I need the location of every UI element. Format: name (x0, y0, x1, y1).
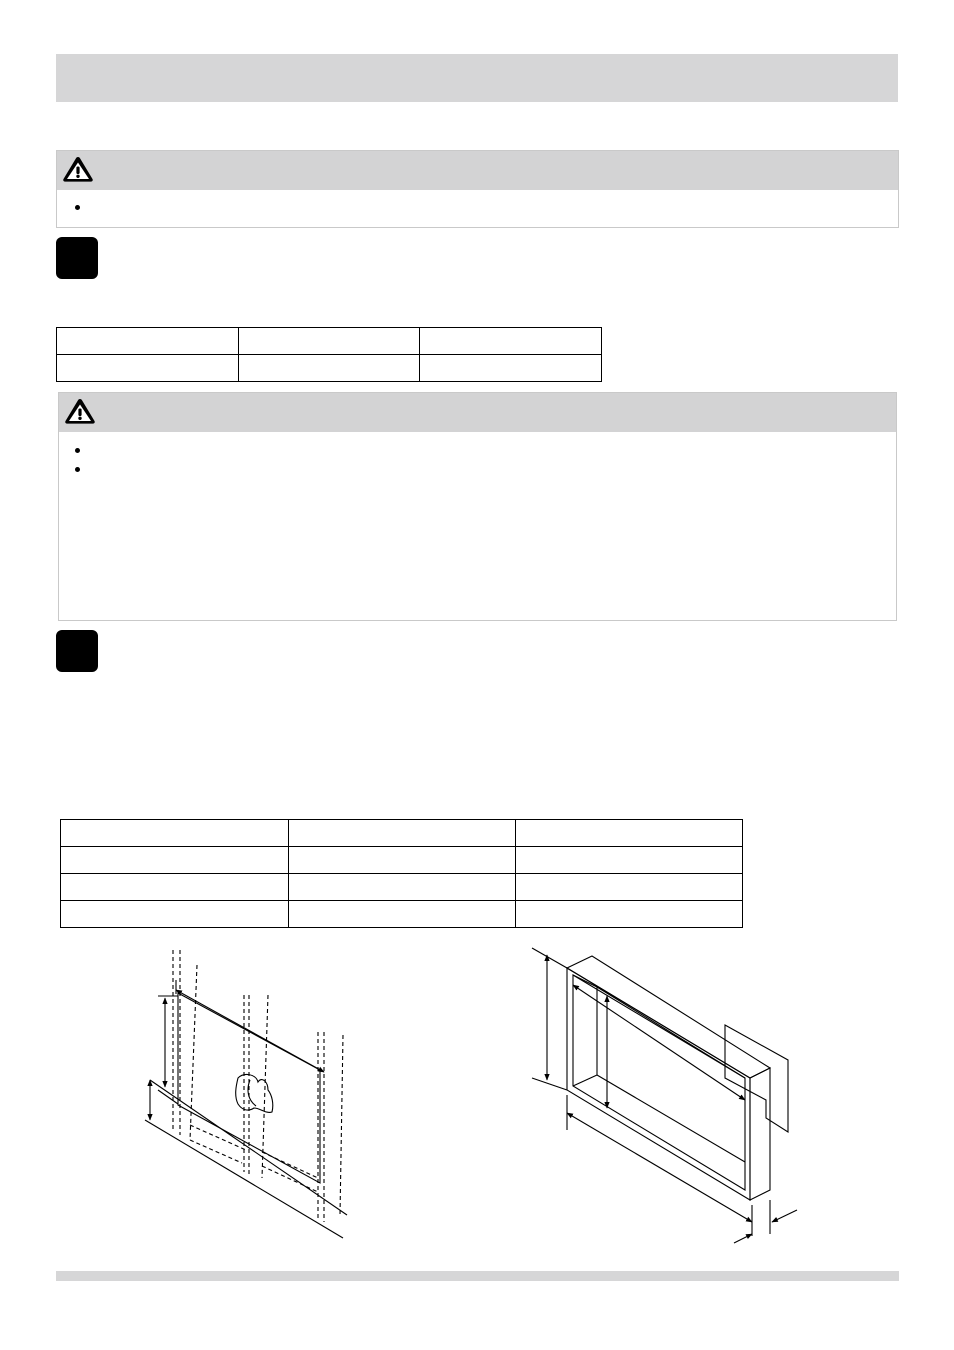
wall-sleeve-diagram (532, 948, 797, 1243)
wall-opening-diagram (145, 950, 347, 1238)
page-footer-bar (56, 1271, 899, 1281)
